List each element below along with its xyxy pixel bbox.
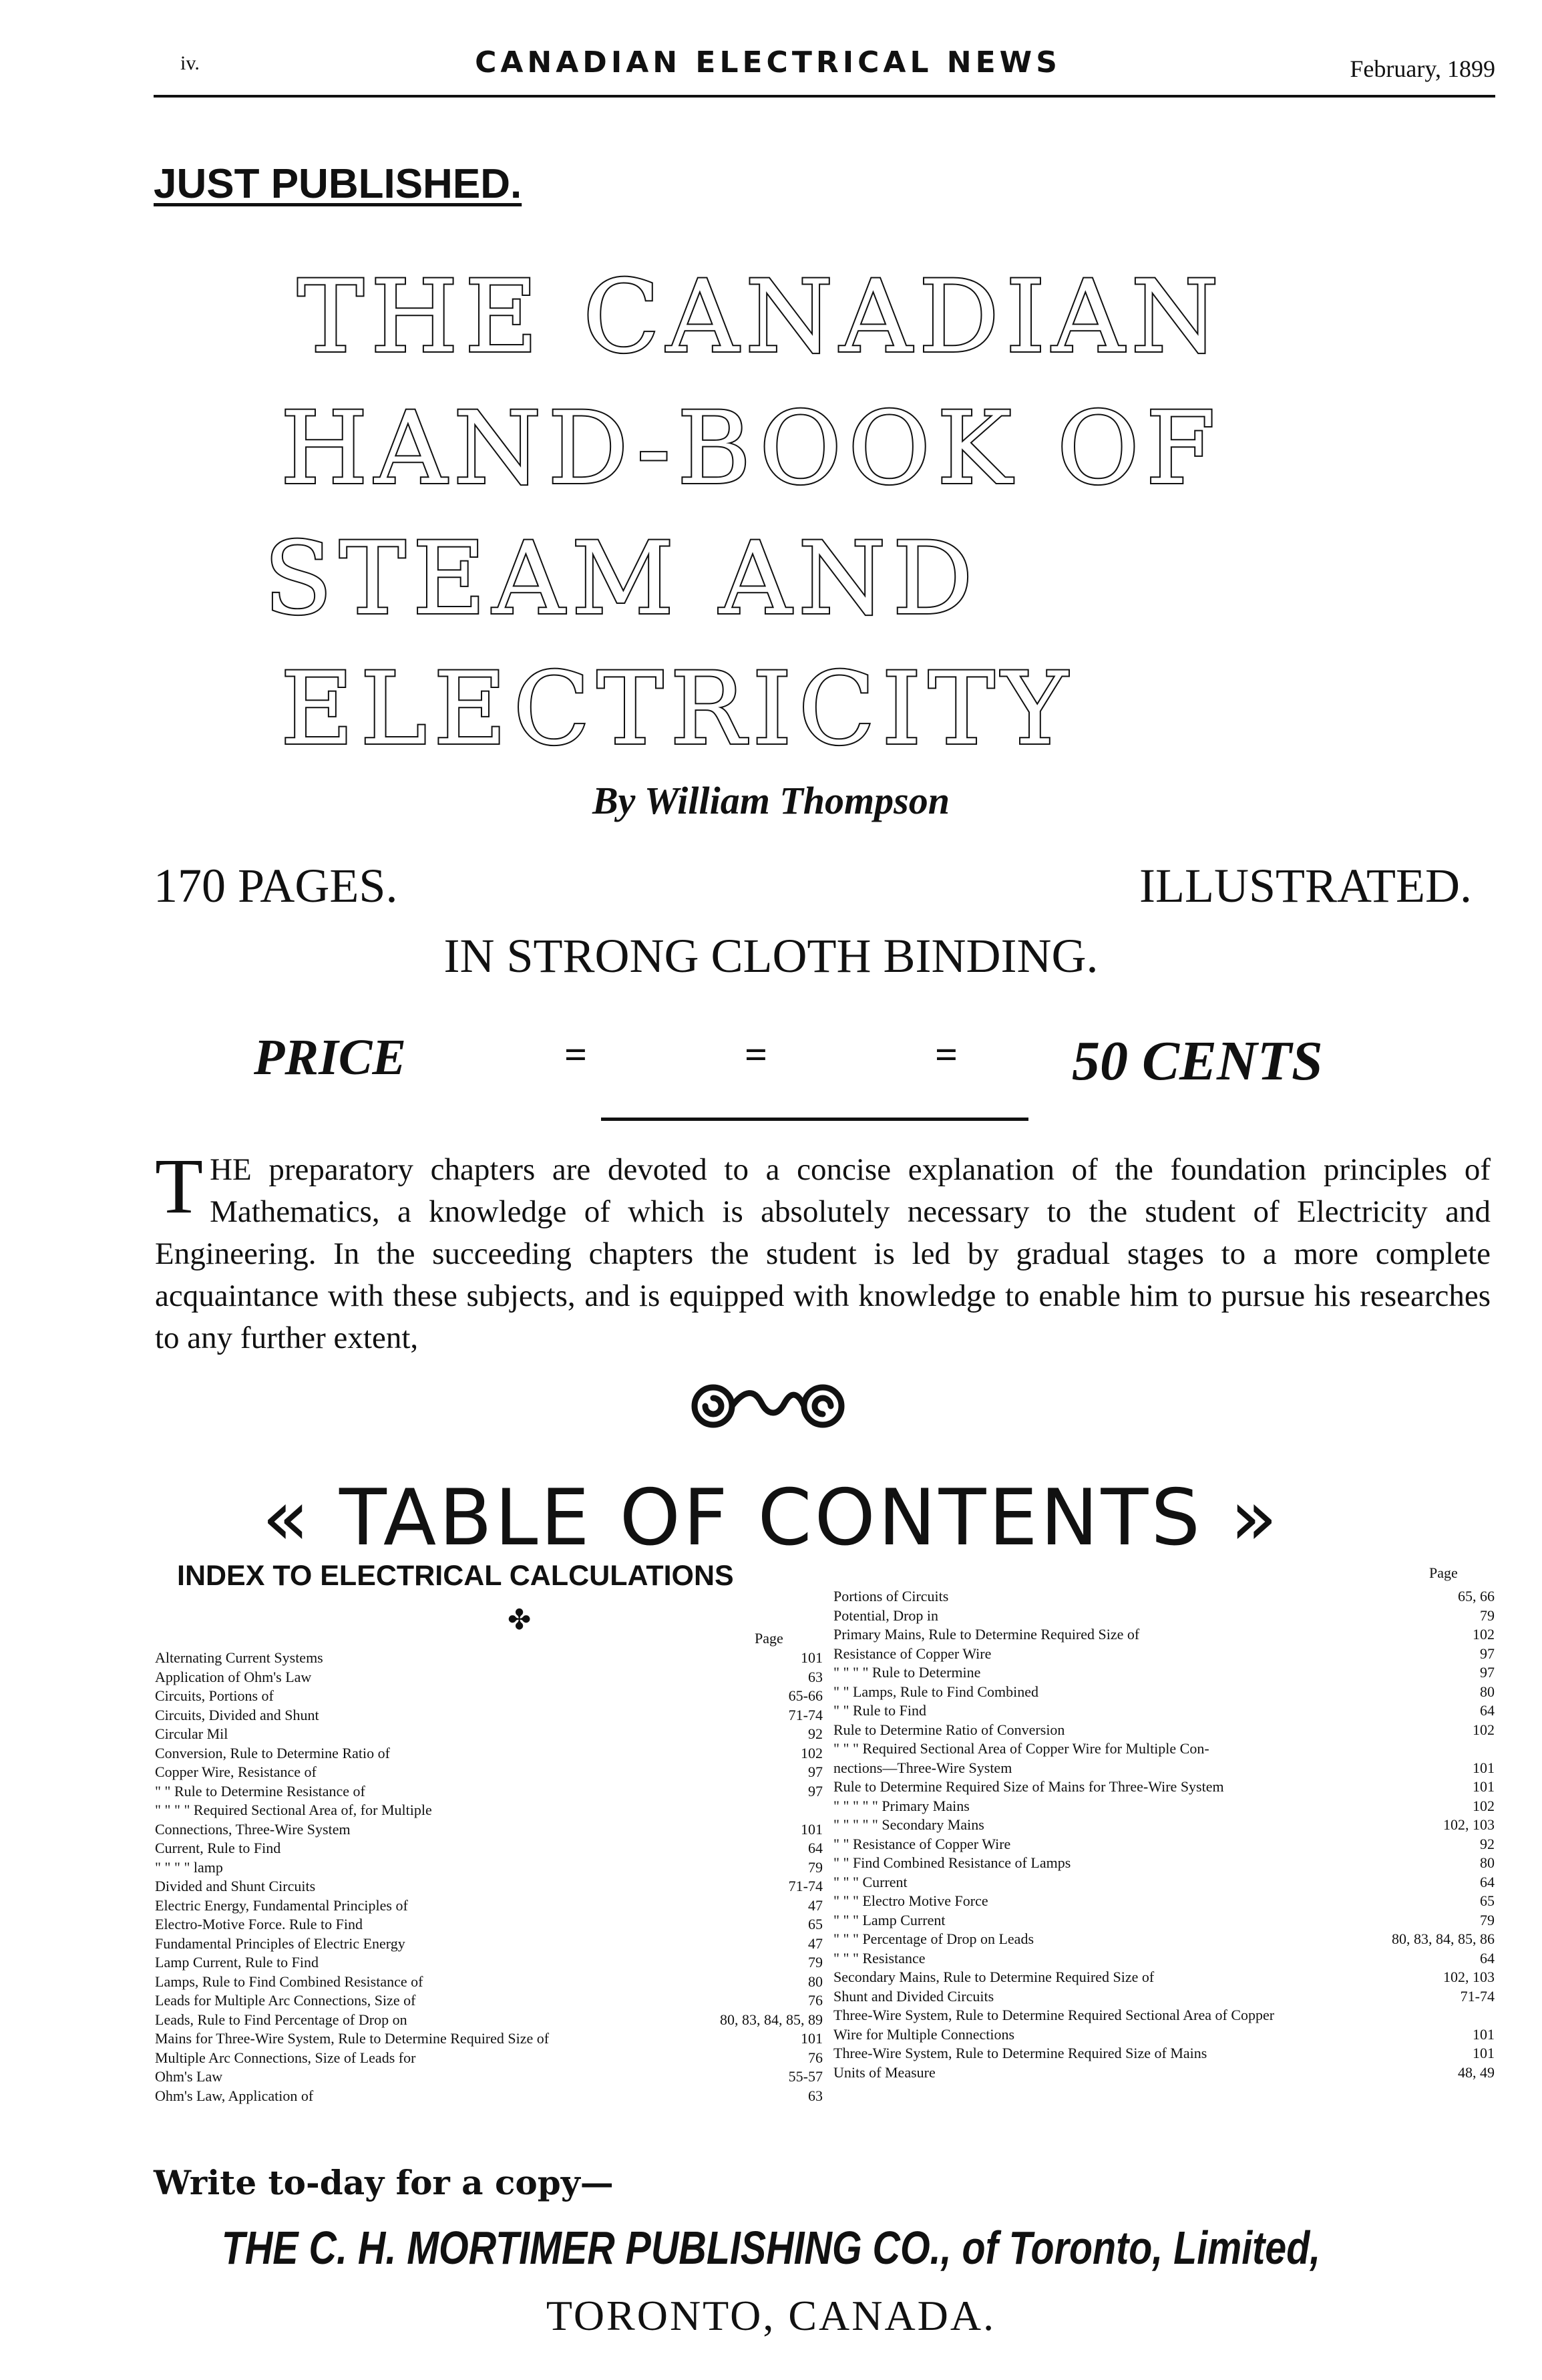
- publisher-name: THE C. H. MORTIMER PUBLISHING CO., of Toronto, Limited,: [221, 2222, 1321, 2274]
- toc-entry-label: " " Find Combined Resistance of Lamps: [833, 1854, 1071, 1871]
- toc-entry-label: Ohm's Law, Application of: [155, 2087, 314, 2104]
- binding-note: IN STRONG CLOTH BINDING.: [443, 929, 1099, 983]
- toc-entry-label: " " " Current: [833, 1873, 908, 1890]
- toc-entry-label: " " " " lamp: [155, 1858, 223, 1876]
- toc-entry-label: " " " " " Secondary Mains: [833, 1816, 984, 1833]
- toc-entry-page: 80: [808, 1973, 823, 1990]
- toc-entry-page: 80, 83, 84, 85, 89: [720, 2011, 823, 2028]
- toc-entry-label: " " " " " Primary Mains: [833, 1797, 970, 1814]
- price-rule: [601, 1118, 1028, 1121]
- page-number: iv.: [180, 52, 200, 74]
- toc-entry-page: 101: [801, 1820, 823, 1838]
- toc-entry-label: Circuits, Divided and Shunt: [155, 1706, 319, 1723]
- toc-entry-label: Leads for Multiple Arc Connections, Size of: [155, 1992, 416, 2009]
- header-rule: [154, 95, 1495, 98]
- toc-entry-label: Connections, Three-Wire System: [155, 1820, 351, 1838]
- toc-entry-label: Lamp Current, Rule to Find: [155, 1954, 319, 1971]
- toc-entry-page: 101: [801, 2030, 823, 2047]
- price-label: PRICE: [254, 1029, 407, 1085]
- toc-entry-page: 79: [808, 1858, 823, 1876]
- toc-entry-label: Resistance of Copper Wire: [833, 1645, 992, 1662]
- toc-entry-page: 97: [1480, 1645, 1495, 1662]
- toc-entry-label: nections—Three-Wire System: [833, 1759, 1012, 1776]
- title-line-4: ELECTRICITY: [280, 651, 1075, 768]
- toc-entry-page: 76: [808, 2049, 823, 2066]
- toc-entry-page: 101: [1473, 2045, 1495, 2061]
- toc-left-column: [155, 1650, 823, 2117]
- toc-entry-page: 102, 103: [1443, 1969, 1495, 1985]
- toc-entry-label: Mains for Three-Wire System, Rule to Determine Required Size of: [155, 2030, 550, 2047]
- toc-title: TABLE OF CONTENTS: [339, 1473, 1203, 1563]
- toc-entry-page: 80: [1480, 1854, 1495, 1871]
- fleuron-icon: ✤: [508, 1605, 532, 1636]
- toc-heading: [0, 1473, 1542, 1563]
- toc-entry-page: 102, 103: [1443, 1816, 1495, 1833]
- toc-entry-page: 80, 83, 84, 85, 86: [1392, 1930, 1495, 1947]
- toc-entry-label: " " Resistance of Copper Wire: [833, 1835, 1011, 1852]
- toc-entry-label: " " " " Required Sectional Area of, for Multiple: [155, 1802, 432, 1818]
- toc-right-column: [833, 1588, 1495, 2109]
- illustrated-note: ILLUSTRATED.: [1139, 859, 1472, 912]
- toc-entry-label: Three-Wire System, Rule to Determine Required Size of Mains: [833, 2045, 1207, 2061]
- toc-entry-page: 79: [808, 1954, 823, 1971]
- toc-entry-page: 48, 49: [1458, 2063, 1495, 2081]
- toc-entry-label: Leads, Rule to Find Percentage of Drop on: [155, 2011, 407, 2028]
- toc-entry-page: 101: [801, 1649, 823, 1666]
- toc-entry-label: Electric Energy, Fundamental Principles of: [155, 1896, 408, 1914]
- drop-cap: T: [155, 1142, 204, 1230]
- toc-entry-page: 65: [808, 1916, 823, 1932]
- toc-entry-label: Copper Wire, Resistance of: [155, 1763, 317, 1780]
- toc-entry-page: 47: [808, 1934, 823, 1952]
- toc-entry-label: Units of Measure: [833, 2063, 936, 2081]
- price-separator: =: [745, 1033, 768, 1077]
- toc-entry-label: Current, Rule to Find: [155, 1840, 281, 1856]
- toc-entry-page: 64: [808, 1840, 823, 1856]
- toc-entry-page: 80: [1480, 1683, 1495, 1700]
- toc-entry-page: 65, 66: [1458, 1588, 1495, 1604]
- right-arrow-ornament-icon: »: [1229, 1473, 1280, 1563]
- toc-entry-label: Ohm's Law: [155, 2068, 223, 2085]
- price-separator: =: [935, 1033, 958, 1077]
- toc-entry-label: " " " Percentage of Drop on Leads: [833, 1930, 1034, 1947]
- toc-entry-label: Multiple Arc Connections, Size of Leads for: [155, 2049, 416, 2066]
- intro-text: HE preparatory chapters are devoted to a concise explanation of the foundation principles of Mathematics, a knowledge of which is absolutely necessary to the student of Electricity and Engineering. In the succeeding chapters the student is led by gradual stages to a more complete acquaintance with these subjects, and is equipped with knowledge to enable him to pursue his researches to any further extent,: [155, 1152, 1491, 1355]
- toc-entry-label: Alternating Current Systems: [155, 1649, 323, 1666]
- toc-entry-page: 71-74: [788, 1706, 823, 1723]
- toc-entry-label: Circular Mil: [155, 1725, 228, 1742]
- toc-entry-page: 65: [1480, 1892, 1495, 1909]
- toc-entry-page: 102: [1473, 1797, 1495, 1814]
- toc-entry-page: 102: [1473, 1626, 1495, 1643]
- call-to-action: Write to-day for a copy—: [154, 2163, 614, 2202]
- toc-entry-page: 47: [808, 1896, 823, 1914]
- title-line-2: HAND-BOOK OF: [280, 391, 1222, 507]
- toc-entry-page: 65-66: [788, 1687, 823, 1704]
- toc-entry-label: Lamps, Rule to Find Combined Resistance of: [155, 1973, 423, 1990]
- toc-entry-label: Application of Ohm's Law: [155, 1668, 312, 1685]
- toc-entry-page: 101: [1473, 1778, 1495, 1795]
- toc-entry-page: 63: [808, 1668, 823, 1685]
- price-separator: =: [564, 1033, 588, 1077]
- title-line-3: STEAM AND: [264, 521, 980, 637]
- toc-entry-label: " " Lamps, Rule to Find Combined: [833, 1683, 1039, 1700]
- toc-entry-page: 79: [1480, 1911, 1495, 1928]
- toc-entry-page: 76: [808, 1992, 823, 2009]
- toc-entry-label: " " " Lamp Current: [833, 1911, 946, 1928]
- toc-entry-page: 92: [808, 1725, 823, 1742]
- toc-entry-label: Fundamental Principles of Electric Energy: [155, 1934, 405, 1952]
- toc-entry-page: 79: [1480, 1606, 1495, 1624]
- toc-entry-page: 102: [1473, 1721, 1495, 1738]
- toc-entry-label: Shunt and Divided Circuits: [833, 1987, 994, 2005]
- toc-entry-page: 71-74: [788, 1878, 823, 1894]
- issue-date: February, 1899: [1350, 55, 1495, 82]
- toc-entry-page: 64: [1480, 1873, 1495, 1890]
- toc-entry-label: " " Rule to Determine Resistance of: [155, 1782, 365, 1800]
- intro-paragraph: [155, 1142, 1491, 1359]
- toc-entry-label: Rule to Determine Required Size of Mains for Three-Wire System: [833, 1778, 1224, 1795]
- toc-entry-label: " " Rule to Find: [833, 1702, 926, 1719]
- toc-entry-page: 102: [801, 1744, 823, 1761]
- page-column-label: Page: [1429, 1564, 1458, 1581]
- toc-entry-page: 63: [808, 2087, 823, 2104]
- scroll-ornament-icon: [688, 1376, 848, 1436]
- toc-entry-label: " " " Resistance: [833, 1949, 926, 1967]
- toc-entry-page: 101: [1473, 1759, 1495, 1776]
- author-line: By William Thompson: [592, 779, 950, 822]
- toc-entry-page: 71-74: [1460, 1987, 1495, 2005]
- toc-entry-page: 55-57: [788, 2068, 823, 2085]
- toc-entry-page: 64: [1480, 1949, 1495, 1967]
- toc-entry-page: 64: [1480, 1702, 1495, 1719]
- toc-entry-page: 97: [808, 1782, 823, 1800]
- toc-entry-label: Conversion, Rule to Determine Ratio of: [155, 1744, 390, 1761]
- toc-entry-label: Circuits, Portions of: [155, 1687, 274, 1704]
- price-amount: 50 CENTS: [1072, 1030, 1323, 1092]
- page-count: 170 PAGES.: [154, 859, 398, 912]
- announcement-heading: JUST PUBLISHED.: [154, 161, 522, 207]
- toc-entry-label: Electro-Motive Force. Rule to Find: [155, 1916, 363, 1932]
- publication-name: CANADIAN ELECTRICAL NEWS: [475, 45, 1061, 79]
- toc-entry-label: " " " " Rule to Determine: [833, 1664, 981, 1681]
- toc-entry-label: Secondary Mains, Rule to Determine Required Size of: [833, 1969, 1155, 1985]
- toc-entry-page: 101: [1473, 2025, 1495, 2043]
- toc-entry-label: Primary Mains, Rule to Determine Required Size of: [833, 1626, 1140, 1643]
- toc-entry-label: Three-Wire System, Rule to Determine Required Sectional Area of Copper: [833, 2007, 1275, 2023]
- toc-entry-label: Rule to Determine Ratio of Conversion: [833, 1721, 1065, 1738]
- toc-entry-label: " " " Electro Motive Force: [833, 1892, 988, 1909]
- left-arrow-ornament-icon: «: [262, 1473, 313, 1563]
- toc-entry-label: Potential, Drop in: [833, 1606, 939, 1624]
- toc-entry-label: Wire for Multiple Connections: [833, 2025, 1015, 2043]
- title-line-1: THE CANADIAN: [297, 259, 1225, 375]
- toc-entry-page: 97: [808, 1763, 823, 1780]
- toc-entry-page: 97: [1480, 1664, 1495, 1681]
- page-column-label: Page: [755, 1630, 783, 1647]
- toc-entry-label: Portions of Circuits: [833, 1588, 949, 1604]
- index-heading: INDEX TO ELECTRICAL CALCULATIONS: [177, 1560, 734, 1592]
- toc-entry-label: " " " Required Sectional Area of Copper Wire for Multiple Con-: [833, 1740, 1209, 1757]
- publisher-city: TORONTO, CANADA.: [546, 2292, 996, 2339]
- toc-entry-page: 92: [1480, 1835, 1495, 1852]
- toc-entry-label: Divided and Shunt Circuits: [155, 1878, 316, 1894]
